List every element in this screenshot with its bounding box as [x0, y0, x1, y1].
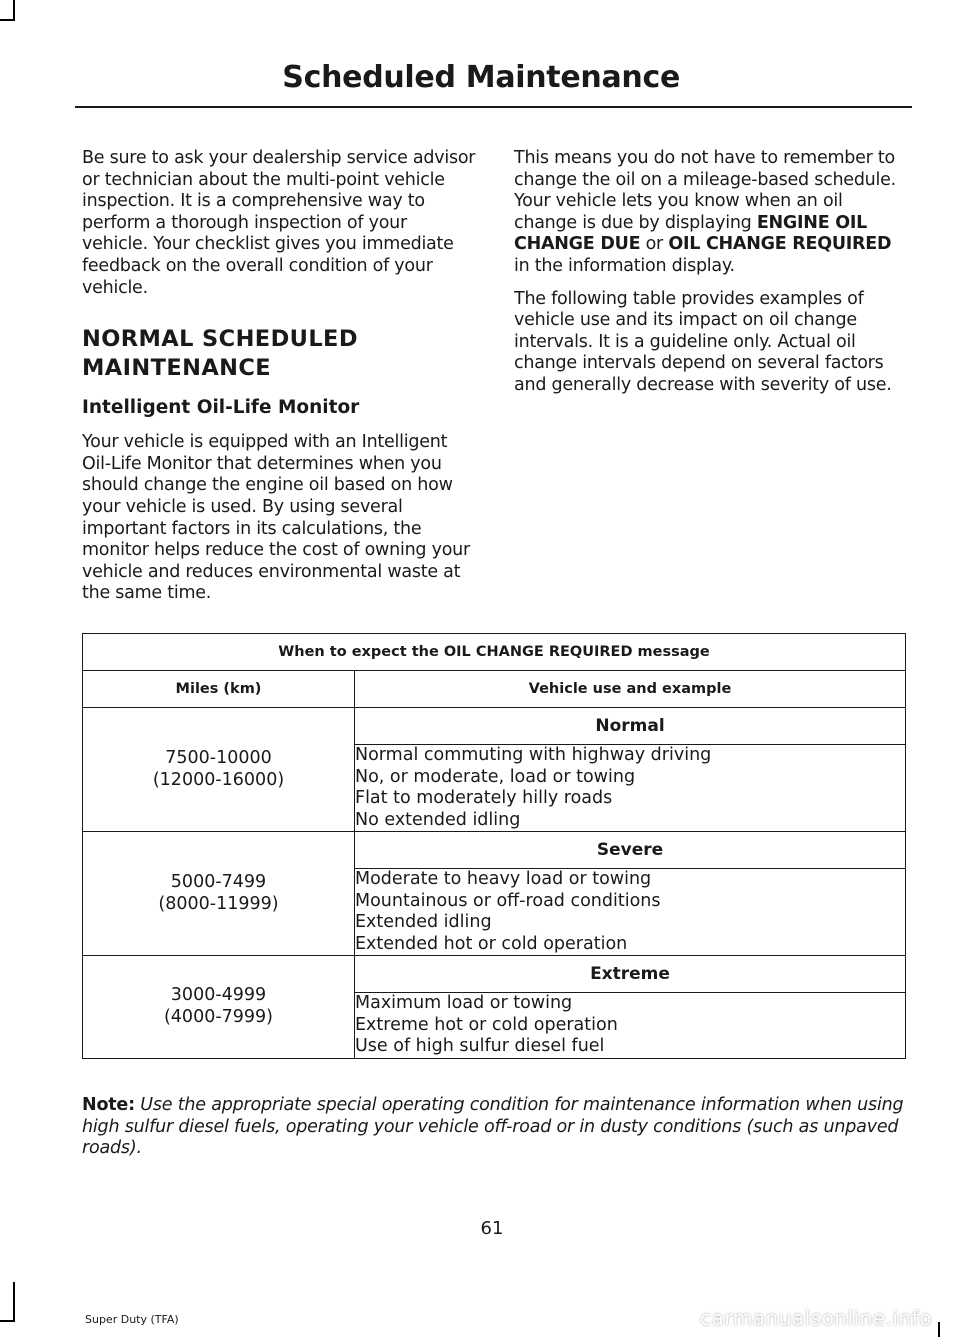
table-intro-paragraph: The following table provides examples of vehicle use and its impact on oil change intervals. It is a guideline only. Actual oil change intervals depend on several factors and generally decrease with severity of use.	[514, 288, 892, 395]
message-engine-oil-change-due: ENGINE OIL CHANGE DUE	[514, 212, 868, 255]
miles-cell	[83, 832, 355, 956]
usage-cell	[355, 745, 906, 832]
header-divider	[75, 106, 912, 108]
note-text: Use the appropriate special operating condition for maintenance information when using high sulfur diesel fuels, operating your vehicle off-road or in dusty conditions (such as unpaved roads).	[82, 1095, 904, 1159]
category-cell: Severe	[355, 832, 906, 869]
miles-cell	[83, 956, 355, 1059]
paragraph-text: in the information display.	[514, 255, 735, 276]
usage-cell	[355, 869, 906, 956]
usage-item: Mountainous or off-road conditions	[355, 890, 661, 911]
usage-item: Extended idling	[355, 912, 492, 932]
miles-value: 5000-7499	[170, 871, 267, 892]
usage-item: Extreme hot or cold operation	[355, 1014, 618, 1035]
section-heading-line1: NORMAL SCHEDULED	[82, 326, 358, 353]
intro-paragraph: Be sure to ask your dealership service advisor or technician about the multi-point vehicle inspection. It is a comprehensive way to perform a thorough inspection of your vehicle. Your checklist gives you immediate feedback on the overall condition of your vehicle.	[82, 148, 476, 298]
miles-value: 3000-4999	[170, 985, 267, 1006]
usage-item: Use of high sulfur diesel fuel	[355, 1036, 605, 1056]
table-row	[83, 956, 906, 993]
usage-item: No, or moderate, load or towing	[355, 766, 636, 787]
usage-item: Normal commuting with highway driving	[355, 745, 712, 765]
subheading: Intelligent Oil-Life Monitor	[82, 397, 360, 419]
km-value: (4000-7999)	[163, 1006, 274, 1027]
crop-mark	[0, 1320, 15, 1322]
miles-cell	[83, 708, 355, 832]
table-row	[83, 708, 906, 745]
crop-mark	[13, 0, 15, 20]
miles-value: 7500-10000	[165, 747, 272, 768]
section-heading-line2: MAINTENANCE	[82, 354, 272, 381]
table-row	[83, 832, 906, 869]
usage-item: Flat to moderately hilly roads	[355, 788, 613, 808]
crop-mark	[13, 1282, 15, 1322]
crop-mark	[0, 19, 15, 21]
right-column	[514, 148, 909, 408]
crop-mark	[938, 1322, 940, 1337]
usage-item: Moderate to heavy load or towing	[355, 869, 652, 889]
footer-model: Super Duty (TFA)	[85, 1313, 179, 1326]
section-heading	[82, 325, 477, 382]
note-label: Note:	[82, 1095, 135, 1115]
usage-item: Maximum load or towing	[355, 993, 573, 1013]
usage-item: No extended idling	[355, 809, 521, 830]
category-cell: Normal	[355, 708, 906, 745]
left-column	[82, 148, 477, 616]
oil-change-paragraph	[514, 148, 909, 278]
column-header-miles: Miles (km)	[83, 671, 355, 708]
usage-item: Extended hot or cold operation	[355, 933, 628, 954]
watermark: carmanualsonline.info	[700, 1306, 932, 1330]
note-paragraph	[82, 1095, 912, 1160]
column-header-use: Vehicle use and example	[355, 671, 906, 708]
oil-change-table	[82, 633, 906, 1059]
paragraph-text: or	[640, 234, 669, 255]
paragraph-text: This means you do not have to remember to change the oil on a mileage-based schedule. Your vehicle lets you know when an oil change is due by displaying	[514, 148, 896, 233]
km-value: (12000-16000)	[152, 769, 285, 790]
page-header-title: Scheduled Maintenance	[282, 60, 680, 95]
km-value: (8000-11999)	[158, 893, 279, 914]
table-caption: When to expect the OIL CHANGE REQUIRED message	[83, 634, 906, 671]
oil-monitor-paragraph: Your vehicle is equipped with an Intelligent Oil-Life Monitor that determines when you should change the engine oil based on how your vehicle is used. By using several important factors in its calculations, the monitor helps reduce the cost of owning your vehicle and reduces environmental waste at the same time.	[82, 432, 470, 604]
message-oil-change-required: OIL CHANGE REQUIRED	[668, 234, 892, 255]
category-cell: Extreme	[355, 956, 906, 993]
page-number: 61	[480, 1218, 504, 1239]
usage-cell	[355, 993, 906, 1059]
